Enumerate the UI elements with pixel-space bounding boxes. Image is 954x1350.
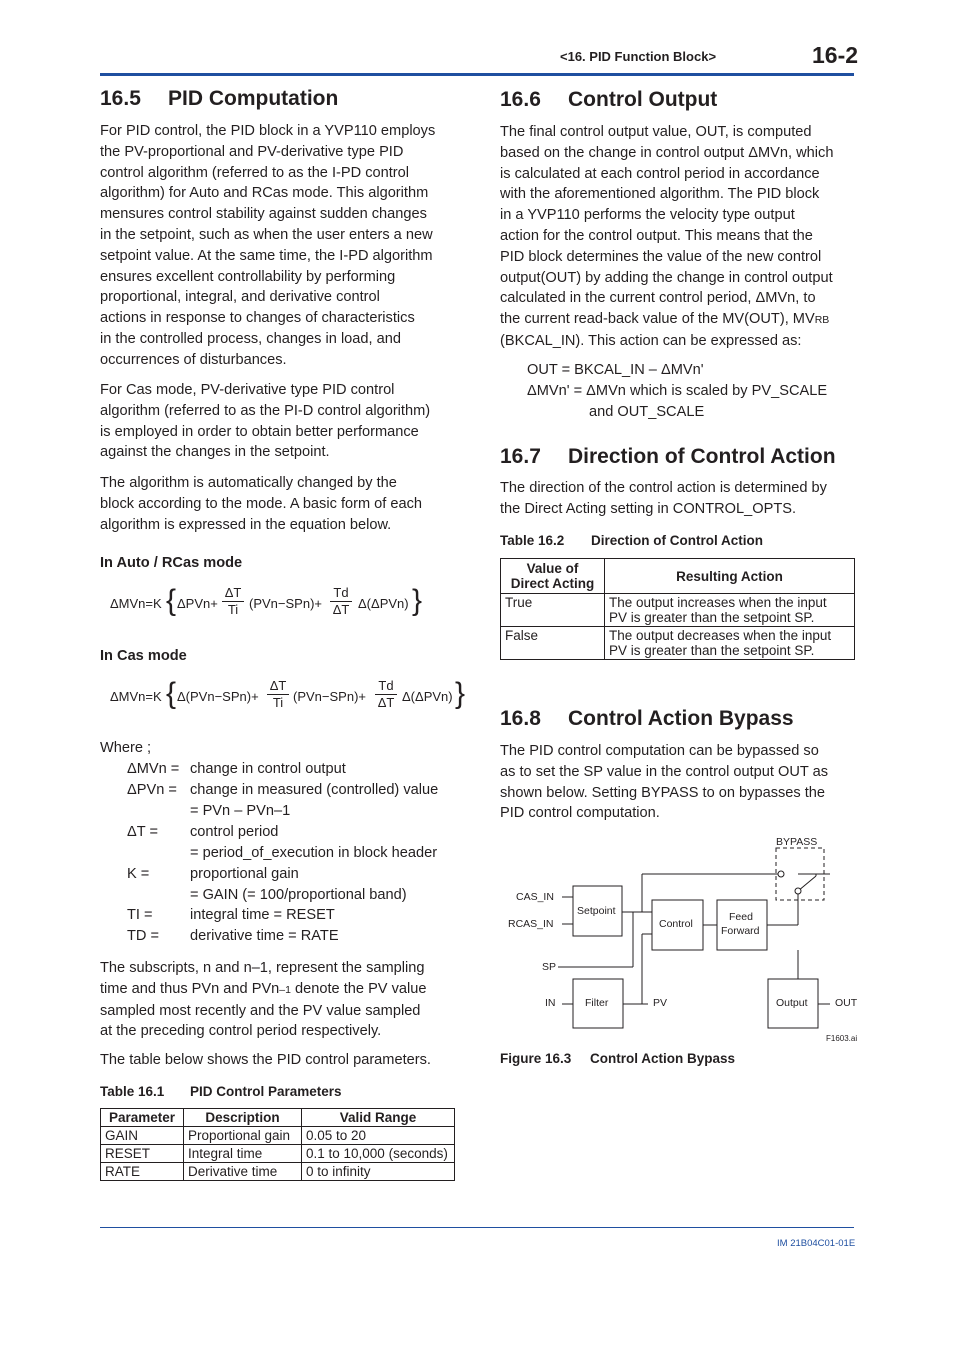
s165-paragraph-1: For PID control, the PID block in a YVP110 employs the PV-proportional and PV-derivative type PID control algorithm (referred to as the I-PD control algorithm) for Auto and RCas mode. This algorithm mensures control stability against sudden changes in the setpoint, such as when the user enters a new setpoint value. At the same time, the I-PD algorithm ensures excellent controllability by performing proportional, integral, and derivative control actions in response to changes of characteristics in the controlled process, changes in load, and occurrences of disturbances. [100,123,436,368]
eq1-fraction-2: Td ΔT [330,586,352,617]
output-label: Output [776,997,808,1009]
cas-mode-heading: In Cas mode [100,648,187,664]
s165-paragraph-2: For Cas mode, PV-derivative type PID control algorithm (referred to as the PI-D control algorithm) is employed in order to obtain better performance against the changes in the setpoint. [100,382,431,461]
def-symbol: TI = [127,907,153,923]
def-description: = GAIN (= 100/proportional band) [190,887,407,903]
def-symbol: TD = [127,928,160,944]
setpoint-label: Setpoint [577,905,616,917]
table-header-row [101,1109,455,1127]
output-equation-3: and OUT_SCALE [589,404,705,420]
section-number: 16.8 [500,707,541,730]
table-cell: False [501,627,605,660]
def-description: = PVn – PVn–1 [190,803,291,819]
eq2-lhs: ΔMVn=K [110,689,162,704]
section-title: PID Computation [168,87,339,110]
eq1-term3: Δ(ΔPVn) [358,596,409,611]
section-title: Direction of Control Action [568,445,836,468]
table-header: Parameter [101,1109,184,1127]
footer-doc-id: IM 21B04C01-01E [777,1238,856,1249]
eq1-lhs: ΔMVn=K [110,596,162,611]
section-title: Control Output [568,88,718,111]
pv-label: PV [653,997,668,1009]
eq2-close-brace: } [455,677,466,710]
output-equation-2: ΔMVn' = ΔMVn which is scaled by PV_SCALE [527,383,828,399]
eq2-open-brace: { [166,677,177,710]
table-16-2-caption: Table 16.2 Direction of Control Action [500,533,763,548]
direction-table [500,558,855,660]
table-cell: 0.05 to 20 [302,1127,455,1145]
table-cell: RESET [101,1145,184,1163]
def-symbol: K = [127,866,150,882]
table-cell: The output increases when the input PV is greater than the setpoint SP. [605,594,855,627]
eq1-close-brace: } [412,584,423,617]
table-cell: The output decreases when the input PV is greater than the setpoint SP. [605,627,855,660]
table-cell: Proportional gain [184,1127,302,1145]
in-label: IN [545,997,556,1009]
table-cell: RATE [101,1163,184,1181]
table-cell: Derivative time [184,1163,302,1181]
section-number: 16.7 [500,445,541,468]
eq1-term1: ΔPVn+ [177,596,218,611]
def-description: proportional gain [190,866,299,882]
table-cell: 0 to infinity [302,1163,455,1181]
eq1-term2: (PVn−SPn)+ [249,596,322,611]
eq1-open-brace: { [166,584,177,617]
table-cell: GAIN [101,1127,184,1145]
section-number: 16.6 [500,88,541,111]
figure-file-label: F1603.ai [826,1034,858,1043]
control-label: Control [659,918,693,930]
def-description: = period_of_execution in block header [190,845,438,861]
sp-label: SP [542,961,557,973]
eq2-fraction-2: Td ΔT [375,679,397,710]
eq1-fraction-1: ΔT Ti [222,586,244,617]
cas-in-label: CAS_IN [516,891,554,903]
where-label: Where ; [100,740,152,756]
table-row [101,1127,455,1145]
section-16-5-heading [100,87,338,111]
auto-mode-heading: In Auto / RCas mode [100,555,243,571]
def-description: derivative time = RATE [190,928,339,944]
figure-16-3-caption: Figure 16.3 Control Action Bypass [500,1051,736,1066]
table-header: Valid Range [302,1109,455,1127]
eq2-term2: (PVn−SPn)+ [293,689,366,704]
def-description: control period [190,824,279,840]
table-row [501,594,855,627]
table-header: Resulting Action [605,559,855,594]
switch-contact-bottom [795,888,801,894]
s165-paragraph-4: The subscripts, n and n–1, represent the sampling time and thus PVn and PVn–1 denote the PV value sampled most recently and the PV value sampled at the preceding control period respectively. [100,960,427,1040]
out-label: OUT [835,997,858,1009]
s167-paragraph-1: The direction of the control action is determined by the Direct Acting setting in CONTROL_OPTS. [500,480,827,517]
s166-paragraph-1: The final control output value, OUT, is computed based on the change in control output ΔMVn, which is calculated at each control period in accordance with the aforementioned algorithm. The PID block in a YVP110 performs the velocity type output action for the control output. This means that the PID block determines the value of the new control output(OUT) by adding the change in control output calculated in the current control period, ΔMVn, to the current read-back value of the MV(OUT), MVRB (BKCAL_IN). This action can be expressed as: [500,124,834,349]
table-header-row [501,559,855,594]
def-symbol: ΔT = [127,824,158,840]
def-description: integral time = RESET [190,907,335,923]
s165-paragraph-3: The algorithm is automatically changed by the block according to the mode. A basic form of each algorithm is expressed in the equation below. [100,475,423,533]
bypass-label: BYPASS [776,836,818,848]
filter-label: Filter [585,997,609,1009]
table-row [101,1145,455,1163]
def-description: change in measured (controlled) value [190,782,439,798]
section-number: 16.5 [100,87,141,110]
s168-paragraph-1: The PID control computation can be bypassed so as to set the SP value in the control output OUT as shown below. Setting BYPASS to on bypasses the PID control computation. [500,743,829,822]
forward-label: Forward [721,925,760,937]
header-chapter: <16. PID Function Block> [560,49,717,64]
section-title: Control Action Bypass [568,707,794,730]
table-row [101,1163,455,1181]
page-number: 16-2 [812,42,859,68]
table-16-1-caption: Table 16.1 PID Control Parameters [100,1084,342,1099]
s165-paragraph-5: The table below shows the PID control parameters. [100,1052,431,1068]
output-equation-1: OUT = BKCAL_IN – ΔMVn' [527,362,704,378]
table-row [501,627,855,660]
table-cell: Integral time [184,1145,302,1163]
eq2-term3: Δ(ΔPVn) [402,689,453,704]
def-symbol: ΔPVn = [127,782,177,798]
def-symbol: ΔMVn = [127,761,180,777]
table-cell: True [501,594,605,627]
feed-label: Feed [729,911,753,923]
pid-parameters-table [100,1108,455,1181]
section-16-7-heading [500,445,836,469]
eq2-term1: Δ(PVn−SPn)+ [177,689,259,704]
switch-contact-top [778,871,784,877]
section-16-6-heading [500,88,717,112]
eq2-fraction-1: ΔT Ti [267,679,289,710]
bypass-diagram [500,830,870,1050]
table-header: Description [184,1109,302,1127]
table-cell: 0.1 to 10,000 (seconds) [302,1145,455,1163]
table-header: Value of Direct Acting [501,559,605,594]
section-16-8-heading [500,707,794,731]
def-description: change in control output [190,761,346,777]
rcas-in-label: RCAS_IN [508,918,554,930]
footer-rule [100,1227,854,1228]
header-rule [100,73,854,76]
